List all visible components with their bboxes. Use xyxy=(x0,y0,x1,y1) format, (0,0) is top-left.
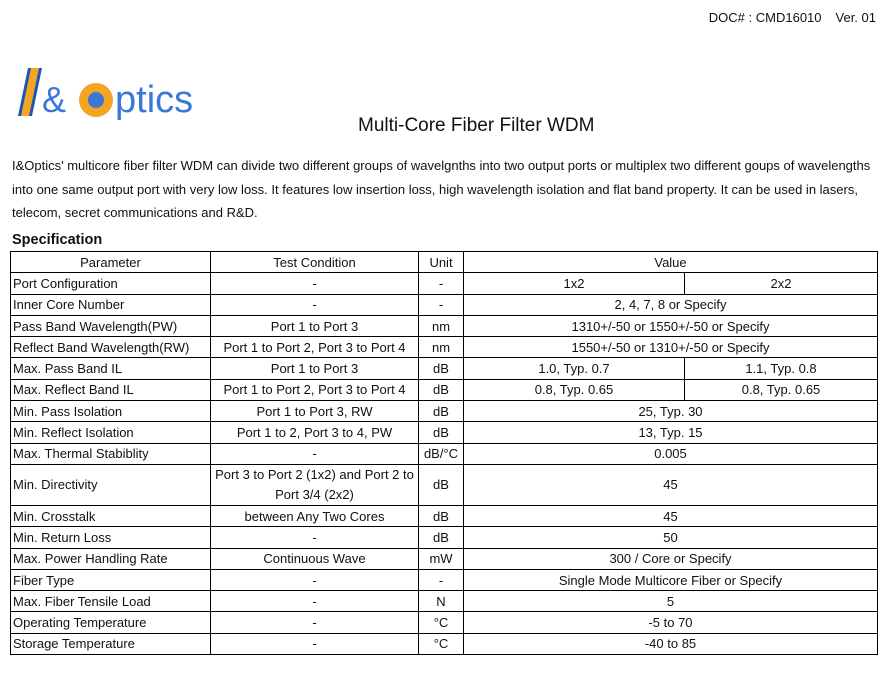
table-row xyxy=(11,294,878,315)
cell-parameter: Min. Directivity xyxy=(11,464,211,505)
table-row xyxy=(11,591,878,612)
cell-unit: N xyxy=(419,591,464,612)
cell-test-condition: Port 1 to 2, Port 3 to 4, PW xyxy=(211,422,419,443)
cell-test-condition: Port 1 to Port 3 xyxy=(211,358,419,379)
table-row xyxy=(11,273,878,294)
cell-unit: - xyxy=(419,294,464,315)
cell-value: 13, Typ. 15 xyxy=(464,422,878,443)
cell-value: 5 xyxy=(464,591,878,612)
cell-parameter: Fiber Type xyxy=(11,569,211,590)
cell-unit: nm xyxy=(419,337,464,358)
cell-unit: dB xyxy=(419,527,464,548)
cell-unit: mW xyxy=(419,548,464,569)
svg-text:&: & xyxy=(42,79,67,120)
header-value: Value xyxy=(464,252,878,273)
cell-parameter: Storage Temperature xyxy=(11,633,211,654)
cell-unit: dB xyxy=(419,464,464,505)
header-unit: Unit xyxy=(419,252,464,273)
specification-table xyxy=(10,251,878,655)
cell-value-1x2: 0.8, Typ. 0.65 xyxy=(464,379,685,400)
cell-parameter: Min. Reflect Isolation xyxy=(11,422,211,443)
cell-test-condition: - xyxy=(211,591,419,612)
cell-parameter: Min. Return Loss xyxy=(11,527,211,548)
cell-unit: dB xyxy=(419,379,464,400)
cell-test-condition: Port 1 to Port 3 xyxy=(211,315,419,336)
table-row xyxy=(11,358,878,379)
cell-parameter: Inner Core Number xyxy=(11,294,211,315)
cell-unit: - xyxy=(419,569,464,590)
cell-test-condition: Continuous Wave xyxy=(211,548,419,569)
table-row xyxy=(11,315,878,336)
table-row xyxy=(11,443,878,464)
table-row xyxy=(11,633,878,654)
cell-value: Single Mode Multicore Fiber or Specify xyxy=(464,569,878,590)
cell-value: 50 xyxy=(464,527,878,548)
table-row xyxy=(11,548,878,569)
cell-unit: dB/°C xyxy=(419,443,464,464)
company-logo xyxy=(12,62,228,132)
table-row xyxy=(11,379,878,400)
header-parameter: Parameter xyxy=(11,252,211,273)
cell-parameter: Max. Fiber Tensile Load xyxy=(11,591,211,612)
table-row xyxy=(11,612,878,633)
table-row xyxy=(11,401,878,422)
table-row xyxy=(11,422,878,443)
cell-test-condition: Port 3 to Port 2 (1x2) and Port 2 to Port 3/4 (2x2) xyxy=(211,464,419,505)
cell-parameter: Max. Reflect Band IL xyxy=(11,379,211,400)
cell-value: 0.005 xyxy=(464,443,878,464)
cell-value: -5 to 70 xyxy=(464,612,878,633)
cell-test-condition: - xyxy=(211,273,419,294)
cell-test-condition: Port 1 to Port 2, Port 3 to Port 4 xyxy=(211,337,419,358)
cell-value-2x2: 2x2 xyxy=(685,273,878,294)
page-title: Multi-Core Fiber Filter WDM xyxy=(358,115,595,136)
cell-test-condition: Port 1 to Port 2, Port 3 to Port 4 xyxy=(211,379,419,400)
cell-value-1x2: 1x2 xyxy=(464,273,685,294)
cell-value: 1550+/-50 or 1310+/-50 or Specify xyxy=(464,337,878,358)
cell-value: 25, Typ. 30 xyxy=(464,401,878,422)
svg-text:ptics: ptics xyxy=(115,79,194,121)
cell-unit: nm xyxy=(419,315,464,336)
cell-value-2x2: 1.1, Typ. 0.8 xyxy=(685,358,878,379)
table-row xyxy=(11,527,878,548)
cell-test-condition: Port 1 to Port 3, RW xyxy=(211,401,419,422)
cell-test-condition: - xyxy=(211,569,419,590)
cell-parameter: Operating Temperature xyxy=(11,612,211,633)
cell-value: 300 / Core or Specify xyxy=(464,548,878,569)
cell-unit: dB xyxy=(419,505,464,526)
cell-test-condition: - xyxy=(211,612,419,633)
cell-test-condition: - xyxy=(211,443,419,464)
cell-parameter: Max. Power Handling Rate xyxy=(11,548,211,569)
cell-parameter: Reflect Band Wavelength(RW) xyxy=(11,337,211,358)
cell-parameter: Min. Crosstalk xyxy=(11,505,211,526)
cell-parameter: Pass Band Wavelength(PW) xyxy=(11,315,211,336)
cell-test-condition: - xyxy=(211,527,419,548)
document-header xyxy=(709,10,876,25)
table-row xyxy=(11,505,878,526)
table-header-row xyxy=(11,252,878,273)
cell-value: 45 xyxy=(464,505,878,526)
table-row xyxy=(11,337,878,358)
cell-parameter: Max. Thermal Stabiblity xyxy=(11,443,211,464)
table-row xyxy=(11,464,878,505)
cell-unit: dB xyxy=(419,422,464,443)
cell-value-1x2: 1.0, Typ. 0.7 xyxy=(464,358,685,379)
intro-paragraph: I&Optics' multicore fiber filter WDM can divide two different groups of wavelgnths into two output ports or multiplex two different goups of wavelengths into one same output port with very low loss. It features low insertion loss, high wavelength isolation and flat band property. It can be used in lasers, telecom, secret communications and R&D. xyxy=(12,158,871,220)
document-version: Ver. 01 xyxy=(835,10,876,25)
cell-value-2x2: 0.8, Typ. 0.65 xyxy=(685,379,878,400)
cell-parameter: Port Configuration xyxy=(11,273,211,294)
table-row xyxy=(11,569,878,590)
cell-test-condition: between Any Two Cores xyxy=(211,505,419,526)
cell-unit: °C xyxy=(419,612,464,633)
cell-unit: dB xyxy=(419,401,464,422)
cell-unit: - xyxy=(419,273,464,294)
cell-unit: dB xyxy=(419,358,464,379)
cell-parameter: Min. Pass Isolation xyxy=(11,401,211,422)
cell-value: -40 to 85 xyxy=(464,633,878,654)
cell-test-condition: - xyxy=(211,294,419,315)
cell-parameter: Max. Pass Band IL xyxy=(11,358,211,379)
document-number: DOC# : CMD16010 xyxy=(708,10,822,25)
cell-unit: °C xyxy=(419,633,464,654)
cell-value: 45 xyxy=(464,464,878,505)
header-test-condition: Test Condition xyxy=(211,252,419,273)
section-title: Specification xyxy=(12,232,103,248)
cell-test-condition: - xyxy=(211,633,419,654)
cell-value: 1310+/-50 or 1550+/-50 or Specify xyxy=(464,315,878,336)
cell-value: 2, 4, 7, 8 or Specify xyxy=(464,294,878,315)
